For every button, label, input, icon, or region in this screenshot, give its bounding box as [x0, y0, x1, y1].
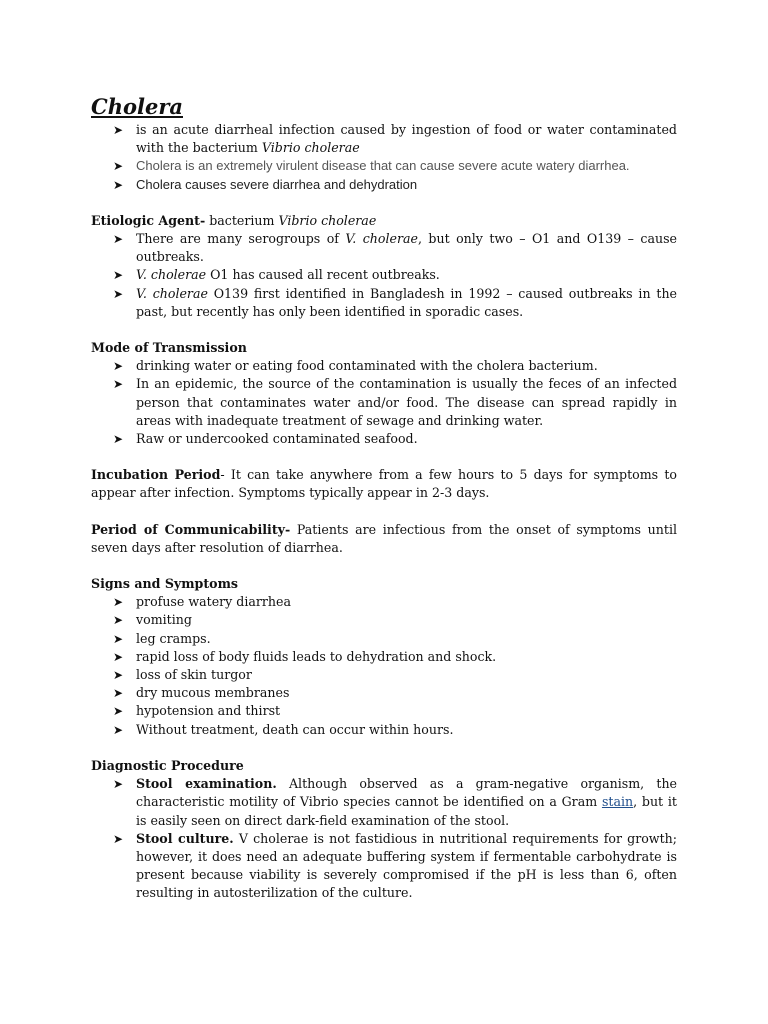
bullet-text: , but it is easily seen on direct dark-field examination of the stool. [136, 794, 677, 828]
arrow-bullet-icon: ➤ [113, 668, 124, 683]
page-title: Cholera [91, 94, 183, 119]
arrow-bullet-icon: ➤ [113, 359, 124, 374]
heading-italic: Vibrio cholerae [278, 212, 377, 228]
list-item [91, 775, 677, 830]
document-page [91, 94, 677, 903]
arrow-bullet-icon: ➤ [113, 377, 124, 392]
arrow-bullet-icon: ➤ [113, 649, 124, 664]
bullet-italic: Vibrio cholerae [261, 140, 360, 156]
bullet-text: O1 has caused all recent outbreaks. [206, 267, 440, 283]
arrow-bullet-icon: ➤ [113, 232, 124, 247]
etiologic-list [91, 230, 677, 321]
arrow-bullet-icon: ➤ [113, 831, 124, 846]
intro-list [91, 121, 677, 194]
bullet-text: Cholera is an extremely virulent disease that can cause severe acute watery diarrhea. [136, 158, 630, 174]
list-item [91, 375, 677, 430]
symptoms-list [91, 593, 677, 739]
bullet-text: , but only two – O1 and O139 – cause outbreaks. [136, 231, 678, 265]
bullet-text: rapid loss of body fluids leads to dehydration and shock. [136, 648, 497, 664]
arrow-bullet-icon: ➤ [113, 159, 124, 174]
list-item [91, 230, 677, 266]
list-item [91, 721, 677, 739]
list-item [91, 266, 677, 284]
list-item [91, 357, 677, 375]
list-item [91, 630, 677, 648]
arrow-bullet-icon: ➤ [113, 123, 124, 137]
bullet-text: V cholerae is not fastidious in nutritional requirements for growth; however, it does need an adequate buffering system if fermentable carbohydrate is present because viability is severely compromised if the pH is less than 6, often resulting in autosterilization of the culture. [136, 830, 677, 901]
arrow-bullet-icon: ➤ [113, 613, 124, 628]
list-item [91, 648, 677, 666]
bullet-bold: Stool culture. [136, 830, 234, 846]
arrow-bullet-icon: ➤ [113, 595, 124, 610]
bullet-text: Raw or undercooked contaminated seafood. [136, 431, 418, 447]
section-heading: Mode of Transmission [91, 340, 247, 356]
list-item [91, 176, 677, 194]
bullet-text: hypotension and thirst [136, 703, 281, 719]
bullet-text: leg cramps. [136, 630, 211, 646]
paragraph-text: - It can take anywhere from a few hours to 5 days for symptoms to appear after infection. Symptoms typically appear in 2-3 days. [91, 467, 677, 501]
arrow-bullet-icon: ➤ [113, 722, 124, 737]
list-item [91, 285, 677, 321]
section-heading: Diagnostic Procedure [91, 757, 244, 773]
arrow-bullet-icon: ➤ [113, 268, 124, 283]
list-item [91, 430, 677, 448]
bullet-text: Without treatment, death can occur within hours. [136, 721, 454, 737]
list-item [91, 593, 677, 611]
section-heading: Period of Communicability- [91, 521, 291, 537]
bullet-bold: Stool examination. [136, 776, 277, 792]
bullet-italic: V. cholerae [136, 285, 208, 301]
bullet-text: profuse watery diarrhea [136, 594, 292, 610]
arrow-bullet-icon: ➤ [113, 177, 124, 192]
bullet-text: O139 first identified in Bangladesh in 1992 – caused outbreaks in the past, but recently has only been identified in sporadic cases. [136, 285, 678, 319]
arrow-bullet-icon: ➤ [113, 432, 124, 447]
bullet-text: vomiting [136, 612, 192, 628]
arrow-bullet-icon: ➤ [113, 286, 124, 301]
list-item [91, 157, 677, 175]
bullet-italic: V. cholerae [136, 267, 207, 283]
list-item [91, 611, 677, 629]
etiologic-heading-line [91, 212, 677, 230]
bullet-text: dry mucous membranes [136, 685, 290, 701]
list-item [91, 666, 677, 684]
diagnostic-list [91, 775, 677, 902]
bullet-text: loss of skin turgor [136, 667, 252, 683]
stain-link[interactable]: stain [601, 794, 634, 810]
heading-text: bacterium [205, 212, 279, 228]
list-item [91, 121, 677, 157]
section-heading: Incubation Period [91, 467, 221, 483]
communicability-paragraph [91, 521, 677, 557]
transmission-list [91, 357, 677, 448]
section-heading: Signs and Symptoms [91, 576, 238, 592]
list-item [91, 702, 677, 720]
list-item [91, 684, 677, 702]
incubation-paragraph [91, 466, 677, 502]
arrow-bullet-icon: ➤ [113, 777, 124, 792]
arrow-bullet-icon: ➤ [113, 686, 124, 701]
list-item [91, 830, 677, 903]
bullet-text: Cholera causes severe diarrhea and dehydration [136, 176, 418, 192]
bullet-text: is an acute diarrheal infection caused by ingestion of food or water contaminated with the bacterium [136, 122, 677, 156]
bullet-text: Although observed as a gram-negative organism, the characteristic motility of Vibrio species cannot be identified on a Gram [136, 776, 678, 810]
paragraph-text: Patients are infectious from the onset of symptoms until seven days after resolution of diarrhea. [91, 521, 677, 555]
bullet-text: drinking water or eating food contaminated with the cholera bacterium. [136, 358, 598, 374]
arrow-bullet-icon: ➤ [113, 704, 124, 719]
bullet-text: In an epidemic, the source of the contamination is usually the feces of an infected person that contaminates water and/or food. The disease can spread rapidly in areas with inadequate treatment of sewage and drinking water. [136, 376, 677, 428]
section-heading: Etiologic Agent- [91, 212, 206, 228]
bullet-italic: V. cholerae [345, 231, 418, 247]
bullet-text: There are many serogroups of [136, 231, 346, 247]
arrow-bullet-icon: ➤ [113, 631, 124, 646]
